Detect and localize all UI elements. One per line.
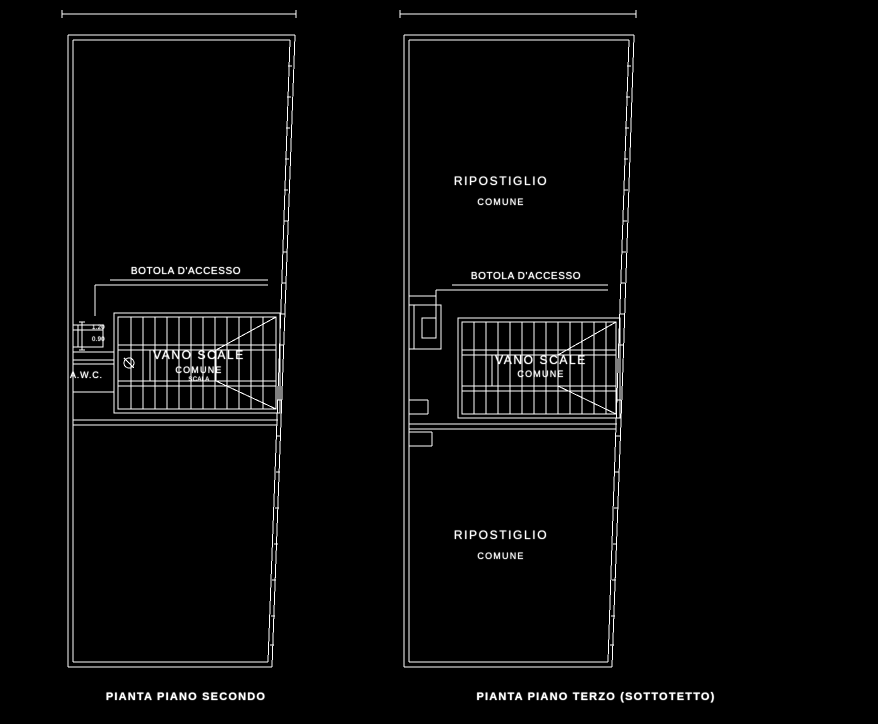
right-plan-ripostiglio-bottom-label: RIPOSTIGLIO <box>453 528 549 542</box>
plan-left-botola <box>95 280 268 316</box>
plan-left-stairwell <box>114 313 280 413</box>
right-plan-ripostiglio-top-sublabel: COMUNE <box>477 197 525 207</box>
right-plan-title: PIANTA PIANO TERZO (SOTTOTETTO) <box>476 691 716 703</box>
left-plan-stair-note: SCALA <box>188 377 210 383</box>
plan-right-botola <box>409 285 608 320</box>
plan-right-stairwell <box>458 318 620 418</box>
right-plan-ripostiglio-top-label: RIPOSTIGLIO <box>453 174 549 188</box>
plan-right-partitions <box>409 424 617 429</box>
left-plan-wc-label: A.W.C. <box>70 370 103 380</box>
left-plan-dimension-label-1: 1.20 <box>92 325 105 331</box>
plan-right-left-detail <box>409 305 441 446</box>
plan-left-wall-ticks <box>270 66 292 645</box>
left-plan-dimension-label-2: 0.90 <box>92 337 105 343</box>
right-plan-ripostiglio-bottom-sublabel: COMUNE <box>477 551 525 561</box>
left-plan-vano-scale-sublabel: COMUNE <box>175 365 223 375</box>
left-plan-title: PIANTA PIANO SECONDO <box>105 691 267 703</box>
plan-left-dimension-ticks <box>79 322 85 350</box>
plan-left-bottom-detail <box>73 420 278 425</box>
right-plan-botola-label: BOTOLA D'ACCESSO <box>470 271 582 282</box>
left-plan-vano-scale-label: VANO SCALE <box>153 348 245 362</box>
right-plan-vano-scale-label: VANO SCALE <box>495 353 587 367</box>
right-plan-vano-scale-sublabel: COMUNE <box>517 369 565 379</box>
left-plan-botola-label: BOTOLA D'ACCESSO <box>130 266 242 277</box>
